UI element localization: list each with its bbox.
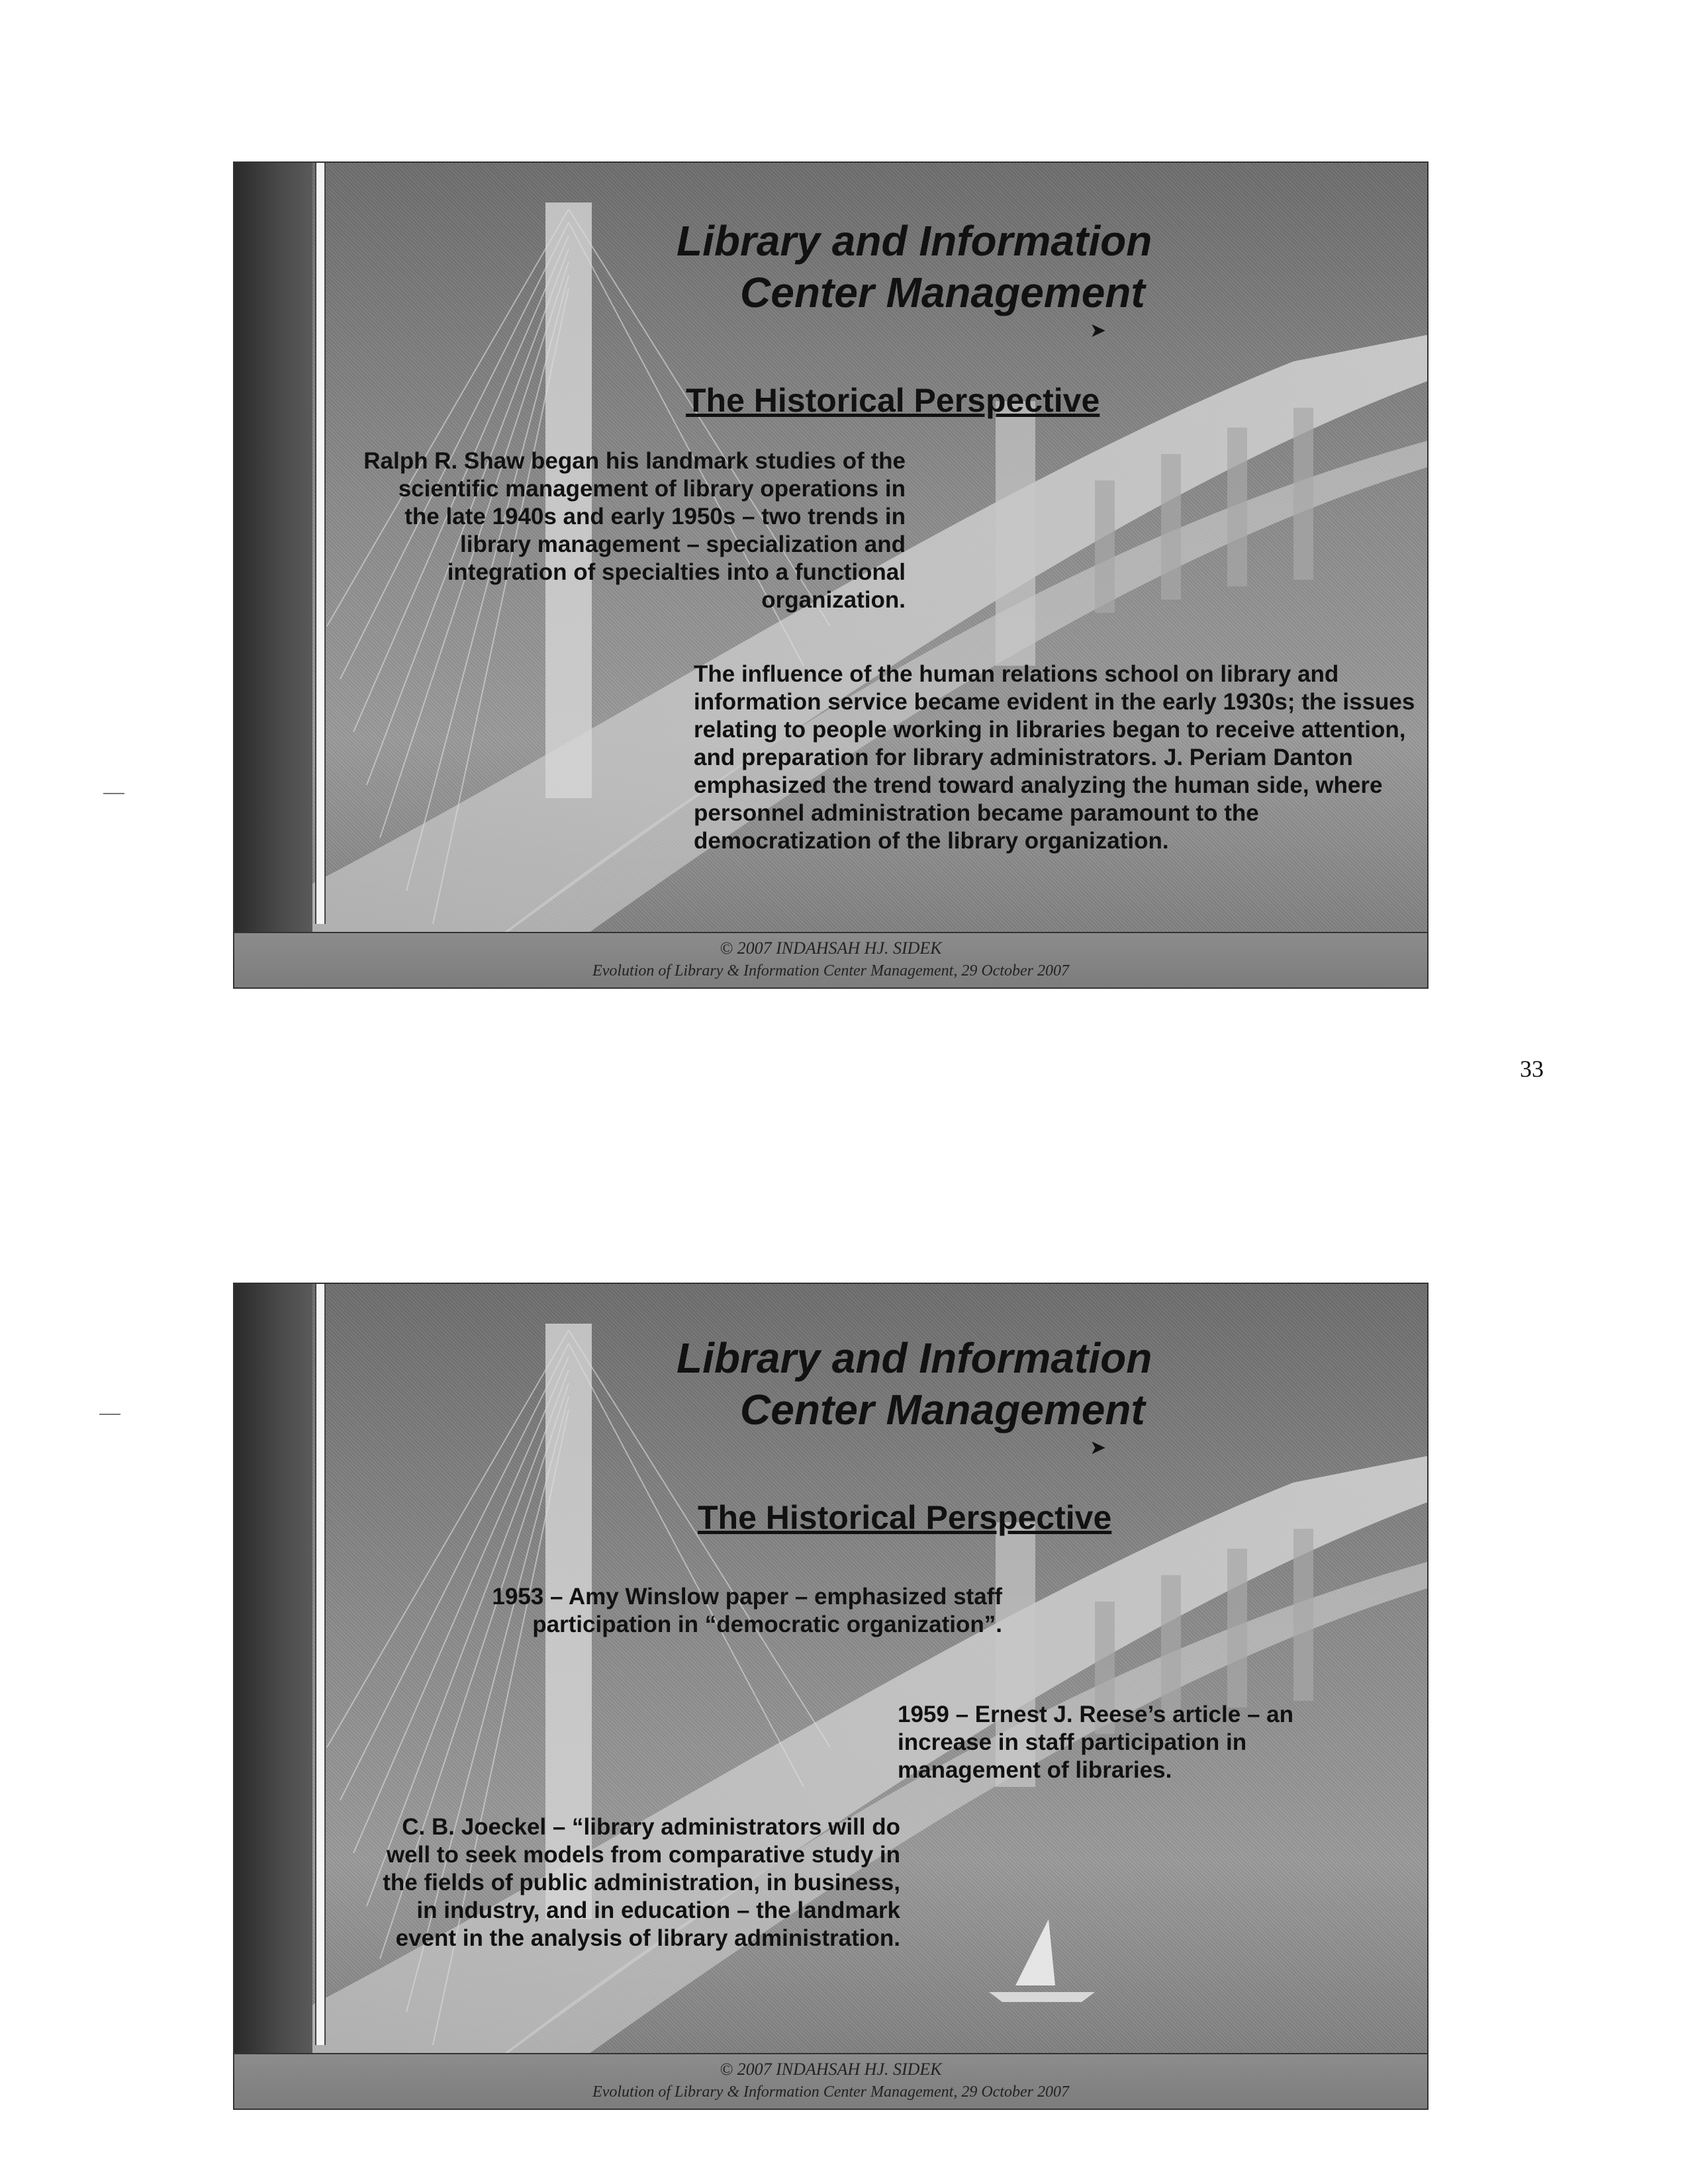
small-arrow-mark-icon: ➤ [1090, 1437, 1107, 1459]
slide-title-line-1: Library and Information [677, 1334, 1152, 1382]
footer-caption: Evolution of Library & Information Center Management, 29 October 2007 [592, 2083, 1069, 2101]
slide-footer [234, 2053, 1427, 2110]
left-stripe [315, 1284, 326, 2045]
slide-subtitle: The Historical Perspective [686, 382, 1100, 419]
slide-subtitle: The Historical Perspective [698, 1499, 1112, 1536]
slide-2 [233, 1283, 1429, 2110]
left-stripe [315, 163, 326, 924]
margin-mark [103, 793, 124, 794]
footer-caption: Evolution of Library & Information Center Management, 29 October 2007 [592, 962, 1069, 979]
small-arrow-mark-icon: ➤ [1090, 320, 1107, 341]
paragraph-human-relations: The influence of the human relations school on library and information service became evident in the early 1930s; the issues relating to people working in libraries began to receive attention, and preparation for library administrators. J. Periam Danton emphasized the trend toward analyzing the human side, where personnel administration became paramount to the democratization of the library organization. [694, 661, 1415, 854]
slide-1 [233, 161, 1429, 989]
paragraph-shaw: Ralph R. Shaw began his landmark studies of the scientific management of library operations in the late 1940s and early 1950s – two trends in library management – specialization and integration of specialties into a functional organization. [363, 448, 906, 613]
paragraph-winslow: 1953 – Amy Winslow paper – emphasized staff participation in “democratic organization”. [492, 1584, 1002, 1637]
slide-title-line-2: Center Management [740, 269, 1145, 316]
left-dark-bar [234, 163, 312, 932]
paragraph-joeckel: C. B. Joeckel – “library administrators will do well to seek models from comparative study in the fields of public administration, in business, in industry, and in education – the landmark event in the analysis of library administration. [383, 1814, 900, 1951]
left-dark-bar [234, 1284, 312, 2053]
slide-footer [234, 932, 1427, 989]
footer-copyright: © 2007 INDAHSAH HJ. SIDEK [720, 2060, 942, 2079]
slide-title-line-1: Library and Information [677, 217, 1152, 265]
footer-copyright: © 2007 INDAHSAH HJ. SIDEK [720, 938, 942, 958]
margin-mark [99, 1414, 120, 1415]
paragraph-reese: 1959 – Ernest J. Reese’s article – an increase in staff participation in management of libraries. [898, 1702, 1293, 1783]
slide-title-line-2: Center Management [740, 1386, 1145, 1433]
page-number: 33 [1520, 1056, 1544, 1082]
